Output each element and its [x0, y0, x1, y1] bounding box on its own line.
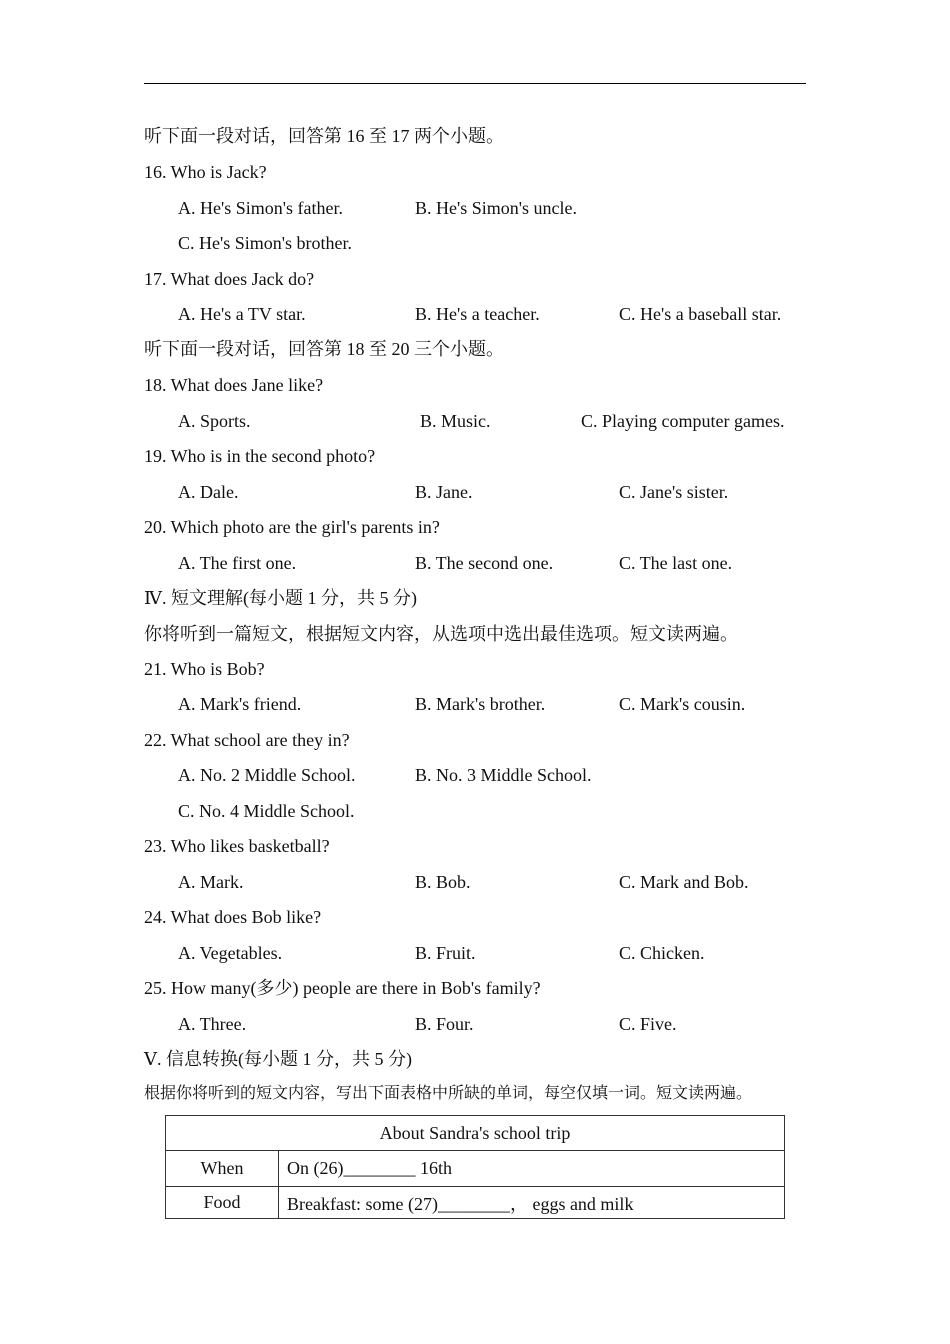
table-key-when: When: [166, 1151, 279, 1187]
answer-option: A. Vegetables.: [178, 943, 283, 963]
header-rule: [144, 83, 806, 84]
question-text: 16. Who is Jack?: [144, 162, 267, 182]
instruction-text: Ⅳ. 短文理解(每小题 1 分，共 5 分): [144, 588, 417, 608]
answer-option: A. No. 2 Middle School.: [178, 765, 356, 785]
table-value-food: Breakfast: some (27)________， eggs and milk: [279, 1187, 785, 1219]
instruction-text: Ⅴ. 信息转换(每小题 1 分，共 5 分): [144, 1049, 412, 1069]
instruction-text: 听下面一段对话，回答第 16 至 17 两个小题。: [144, 126, 504, 146]
instruction-text: 你将听到一篇短文，根据短文内容，从选项中选出最佳选项。短文读两遍。: [144, 624, 738, 644]
table-key-food: Food: [166, 1187, 279, 1219]
answer-option: B. Fruit.: [415, 943, 476, 963]
question-text: 20. Which photo are the girl's parents in?: [144, 517, 440, 537]
answer-option: C. No. 4 Middle School.: [178, 801, 355, 821]
answer-option: C. Jane's sister.: [619, 482, 729, 502]
question-text: 18. What does Jane like?: [144, 375, 324, 395]
answer-option: B. He's a teacher.: [415, 304, 540, 324]
question-text: 17. What does Jack do?: [144, 269, 315, 289]
table-title: About Sandra's school trip: [166, 1116, 785, 1151]
answer-option: A. Dale.: [178, 482, 239, 502]
answer-option: B. Bob.: [415, 872, 471, 892]
answer-option: A. The first one.: [178, 553, 297, 573]
table-value-when: On (26)________ 16th: [279, 1151, 785, 1187]
answer-option: C. Five.: [619, 1014, 677, 1034]
question-text: 24. What does Bob like?: [144, 907, 322, 927]
answer-option: C. Chicken.: [619, 943, 705, 963]
answer-option: B. No. 3 Middle School.: [415, 765, 592, 785]
question-text: 21. Who is Bob?: [144, 659, 265, 679]
answer-option: B. Jane.: [415, 482, 473, 502]
answer-option: A. Three.: [178, 1014, 247, 1034]
answer-option: B. Four.: [415, 1014, 474, 1034]
answer-option: A. He's a TV star.: [178, 304, 306, 324]
answer-option: B. Music.: [420, 411, 491, 431]
answer-option: C. Playing computer games.: [581, 411, 785, 431]
answer-option: A. He's Simon's father.: [178, 198, 343, 218]
instruction-text: 听下面一段对话，回答第 18 至 20 三个小题。: [144, 339, 504, 359]
answer-option: C. Mark's cousin.: [619, 694, 746, 714]
answer-option: C. The last one.: [619, 553, 733, 573]
answer-option: C. He's a baseball star.: [619, 304, 782, 324]
answer-option: C. He's Simon's brother.: [178, 233, 352, 253]
answer-option: B. Mark's brother.: [415, 694, 546, 714]
info-table: [165, 1115, 785, 1219]
answer-option: A. Mark.: [178, 872, 244, 892]
answer-option: B. He's Simon's uncle.: [415, 198, 577, 218]
answer-option: A. Sports.: [178, 411, 251, 431]
question-text: 25. How many(多少) people are there in Bob's family?: [144, 978, 541, 998]
answer-option: C. Mark and Bob.: [619, 872, 749, 892]
question-text: 22. What school are they in?: [144, 730, 350, 750]
answer-option: B. The second one.: [415, 553, 554, 573]
question-text: 23. Who likes basketball?: [144, 836, 330, 856]
answer-option: A. Mark's friend.: [178, 694, 302, 714]
instruction-text: 根据你将听到的短文内容，写出下面表格中所缺的单词，每空仅填一词。短文读两遍。: [144, 1085, 753, 1102]
question-text: 19. Who is in the second photo?: [144, 446, 376, 466]
